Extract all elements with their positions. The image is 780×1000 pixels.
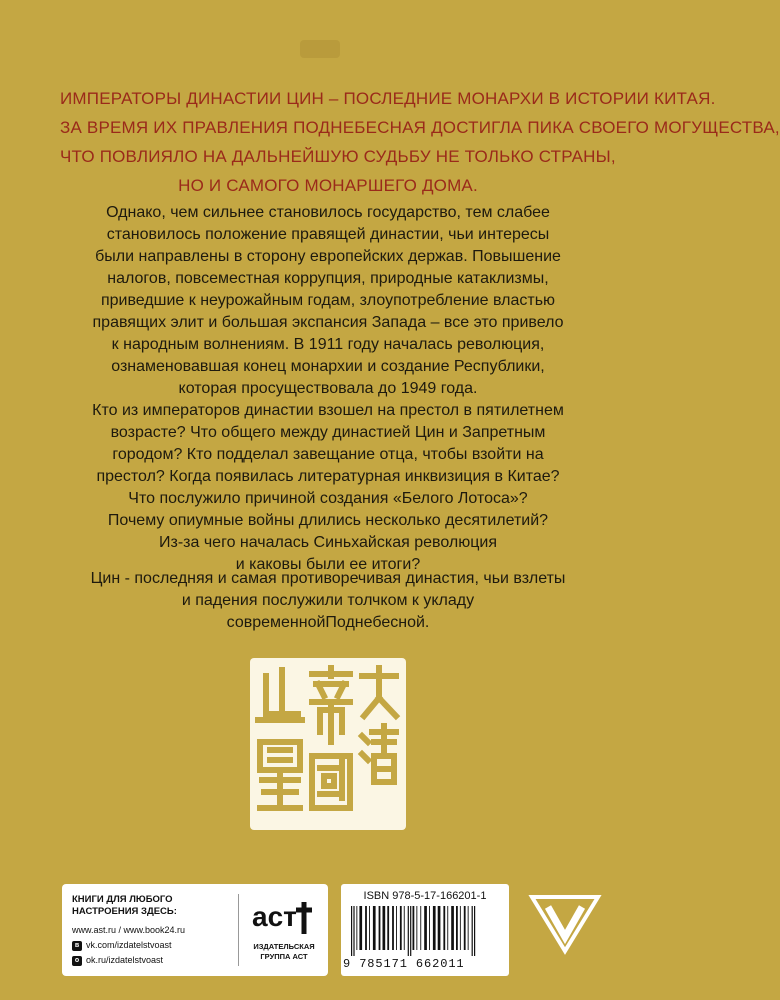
barcode-bar <box>365 906 367 950</box>
barcode-bar <box>383 906 386 950</box>
vk-icon: в <box>72 941 82 951</box>
barcode-bar <box>420 906 421 950</box>
paragraph-line: престол? Когда появилась литературная инквизиция в Китае? <box>96 468 560 485</box>
paragraph-line: Цин - последняя и самая противоречивая династия, чьи взлеты <box>90 570 566 587</box>
barcode-bar <box>451 906 454 950</box>
promo-line: НАСТРОЕНИЯ ЗДЕСЬ: <box>72 906 177 917</box>
paragraph-line: правящих элит и большая экспансия Запада – все это привело <box>92 314 564 331</box>
barcode-bar <box>438 906 441 950</box>
websites-text: www.ast.ru / www.book24.ru <box>72 925 186 935</box>
paragraph-line: приведшие к неурожайным годам, злоупотребление властью <box>100 292 556 309</box>
isbn-label: ISBN 978-5-17-166201-1 <box>363 890 487 902</box>
isbn-barcode-box <box>341 884 509 976</box>
publisher-info-box <box>62 884 328 976</box>
barcode-bar <box>404 906 405 950</box>
barcode-bar <box>468 906 469 950</box>
paragraph-line: к народным волнениям. В 1911 году началась революция, <box>111 336 545 353</box>
paragraph-line: ознаменовавшая конец монархии и создание Республики, <box>111 358 545 375</box>
barcode-bar <box>447 906 448 950</box>
paragraph-line: Из-за чего началась Синьхайская революция <box>159 534 497 551</box>
ast-logo-text: аст <box>252 901 297 932</box>
barcode-bar <box>408 906 409 956</box>
ok-link[interactable] <box>72 953 232 968</box>
barcode-bar <box>443 906 445 950</box>
headline-line: НО И САМОГО МОНАРШЕГО ДОМА. <box>178 176 478 195</box>
faint-emblem <box>300 40 340 58</box>
barcode-bar <box>379 906 381 950</box>
headline-line: ИМПЕРАТОРЫ ДИНАСТИИ ЦИН – ПОСЛЕДНИЕ МОНАРХИ В ИСТОРИИ КИТАЯ. <box>60 89 716 108</box>
cross-mark-icon <box>296 902 312 934</box>
paragraph-line: и каковы были ее итоги? <box>235 556 421 573</box>
paragraph-line: современнойПоднебесной. <box>226 614 430 631</box>
barcode-bar <box>369 906 370 950</box>
paragraph-line: и падения послужили толчком к укладу <box>181 592 475 609</box>
paragraph-line: Что послужило причиной создания «Белого Лотоса»? <box>128 490 528 507</box>
paragraph-line: Однако, чем сильнее становилось государство, тем слабее <box>106 204 550 221</box>
barcode-digits: 9 785171 662011 <box>343 957 465 971</box>
headline <box>60 84 780 200</box>
ok-icon: о <box>72 956 82 966</box>
closing-paragraph <box>70 568 586 634</box>
barcode-bar <box>410 906 411 956</box>
barcode-bar <box>353 906 354 956</box>
paragraph-line: налогов, повсеместная коррупция, природные катаклизмы, <box>107 270 549 287</box>
barcode-bar <box>429 906 430 950</box>
promo-line: КНИГИ ДЛЯ ЛЮБОГО <box>72 894 173 905</box>
websites-link[interactable] <box>72 923 232 938</box>
paragraph-line: городом? Кто подделал завещание отца, чтобы взойти на <box>112 446 544 463</box>
barcode-bar <box>387 906 389 950</box>
description-paragraph <box>70 202 586 400</box>
barcode-bar <box>424 906 427 950</box>
divider <box>238 894 239 966</box>
ast-logo <box>250 896 316 936</box>
imperial-seal-icon <box>250 658 406 830</box>
headline-line: ЧТО ПОВЛИЯЛО НА ДАЛЬНЕЙШУЮ СУДЬБУ НЕ ТОЛЬКО СТРАНЫ, <box>60 147 616 166</box>
questions-paragraph <box>70 400 586 576</box>
barcode-bar <box>464 906 466 950</box>
paragraph-line: Кто из императоров династии взошел на престол в пятилетнем <box>92 402 564 419</box>
barcode-bar <box>472 906 473 956</box>
barcode-bar <box>433 906 436 950</box>
publisher-links <box>72 923 232 968</box>
caption-line: ИЗДАТЕЛЬСКАЯ <box>253 942 315 951</box>
barcode <box>349 906 501 956</box>
ok-text: ok.ru/izdatelstvoast <box>86 955 164 965</box>
paragraph-line: Почему опиумные войны длились несколько десятилетий? <box>107 512 549 529</box>
paragraph-line: были направлены в сторону европейских держав. Повышение <box>95 248 561 265</box>
promo-text <box>72 894 222 918</box>
barcode-bar <box>351 906 352 956</box>
barcode-bar <box>356 906 357 950</box>
paragraph-line: становилось положение правящей династии, чьи интересы <box>106 226 550 243</box>
barcode-bar <box>456 906 458 950</box>
barcode-bar <box>474 906 475 956</box>
barcode-bar <box>373 906 376 950</box>
barcode-bar <box>400 906 402 950</box>
publisher-caption <box>244 942 324 962</box>
barcode-bar <box>413 906 415 950</box>
paragraph-line: возрасте? Что общего между династией Цин и Запретным <box>110 424 546 441</box>
paragraph-line: которая просуществовала до 1949 года. <box>178 380 478 397</box>
vk-text: vk.com/izdatelstvoast <box>86 940 172 950</box>
headline-line: ЗА ВРЕМЯ ИХ ПРАВЛЕНИЯ ПОДНЕБЕСНАЯ ДОСТИГЛА ПИКА СВОЕГО МОГУЩЕСТВА, <box>60 118 780 137</box>
barcode-bar <box>416 906 417 950</box>
v-triangle-logo-icon <box>528 893 602 955</box>
caption-line: ГРУППА АСТ <box>260 952 308 961</box>
vk-link[interactable] <box>72 938 232 953</box>
barcode-bar <box>460 906 461 950</box>
barcode-bar <box>396 906 397 950</box>
barcode-bar <box>392 906 394 950</box>
barcode-bar <box>359 906 362 950</box>
